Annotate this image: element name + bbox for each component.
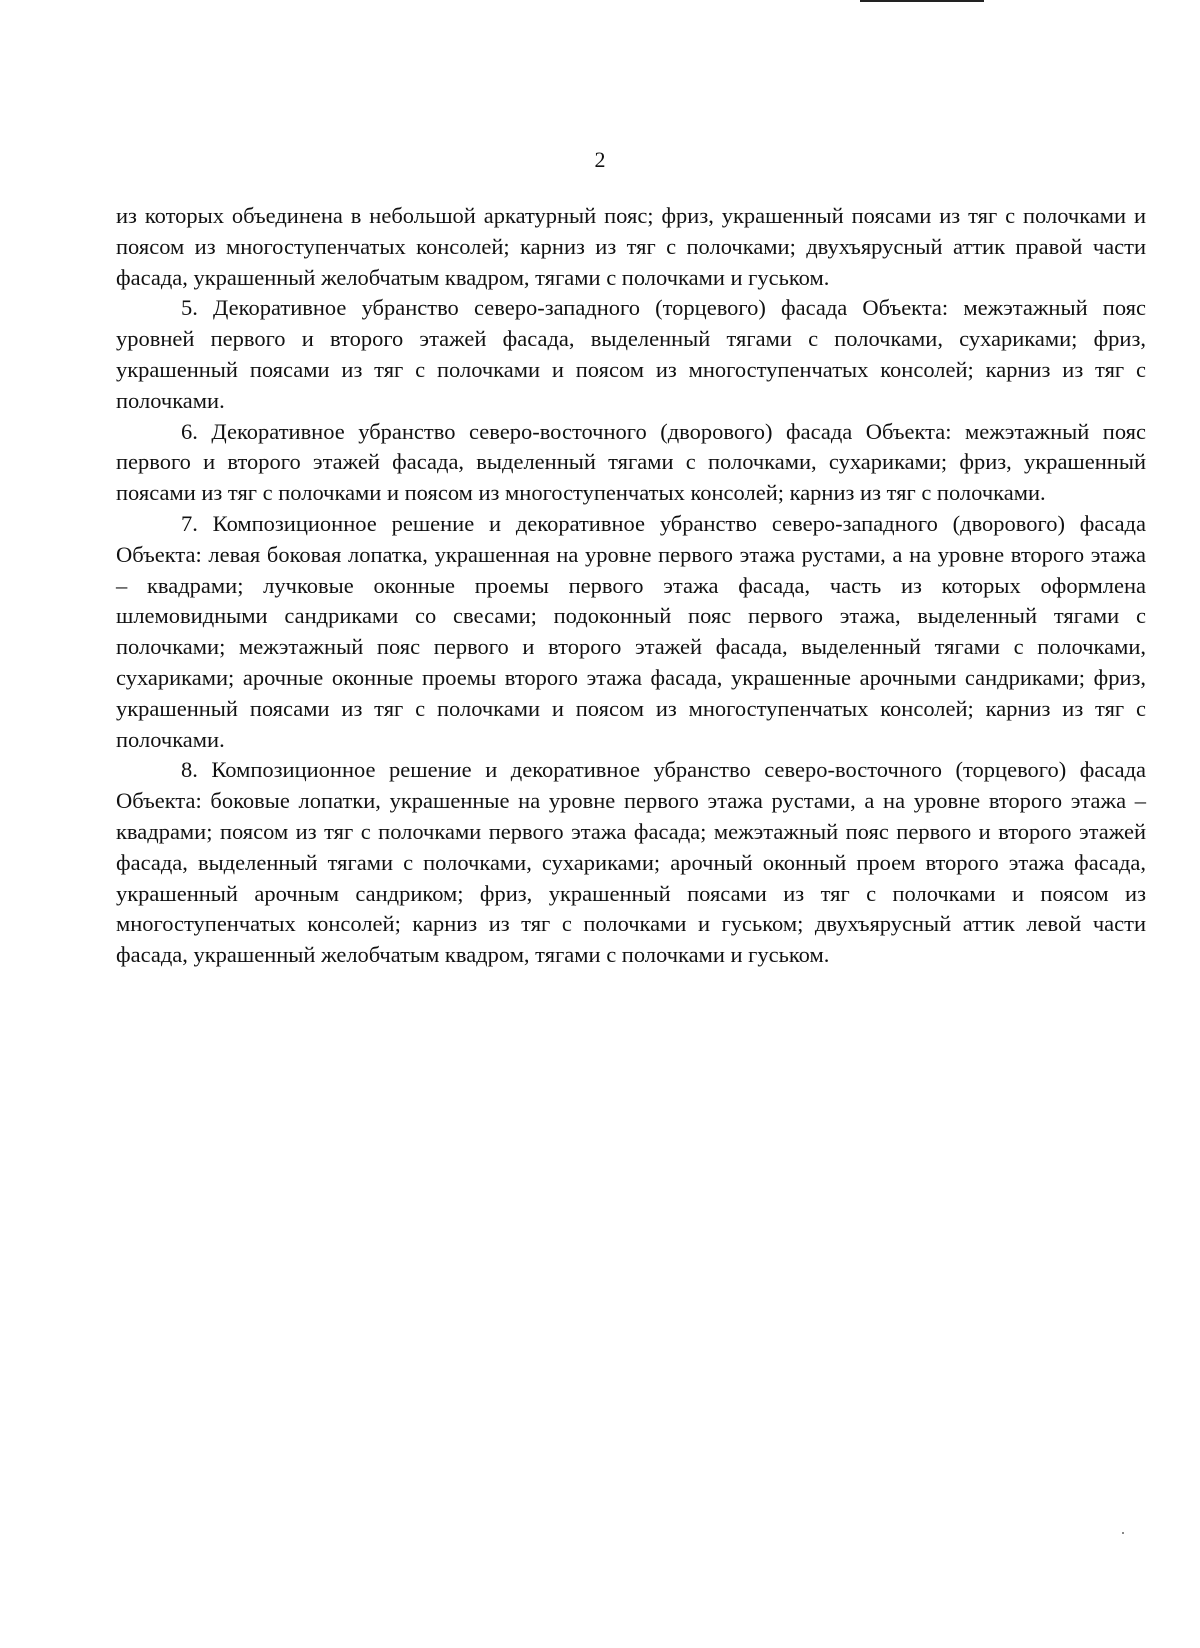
document-body bbox=[116, 201, 1146, 971]
paragraph-item-8: 8. Композиционное решение и декоративное убранство северо-восточного (торцевого) фасада Объекта: боковые лопатки, украшенные на уровне первого этажа рустами, а на уровне второго этажа – квадрами; поясом из тяг с полочками первого этажа фасада; межэтажный пояс первого и второго этажей фасада, выделенный тягами с полочками, сухариками; арочный оконный проем второго этажа фасада, украшенный арочным сандриком; фриз, украшенный поясами из тяг с полочками и поясом из многоступенчатых консолей; карниз из тяг с полочками и гуськом; двухъярусный аттик левой части фасада, украшенный желобчатым квадром, тягами с полочками и гуськом. bbox=[116, 757, 1146, 968]
paragraph-item-7: 7. Композиционное решение и декоративное убранство северо-западного (дворового) фасада Объекта: левая боковая лопатка, украшенная на уровне первого этажа рустами, а на уровне второго этажа – квадрами; лучковые оконные проемы первого этажа фасада, часть из которых оформлена шлемовидными сандриками со свесами; подоконный пояс первого этажа, выделенный тягами с полочками; межэтажный пояс первого и второго этажей фасада, выделенный тягами с полочками, сухариками; арочные оконные проемы второго этажа фасада, украшенные арочными сандриками; фриз, украшенный поясами из тяг с полочками и поясом из многоступенчатых консолей; карниз из тяг с полочками. bbox=[116, 510, 1146, 752]
top-scan-rule bbox=[860, 0, 984, 2]
paragraph-item-6: 6. Декоративное убранство северо-восточного (дворового) фасада Объекта: межэтажный пояс первого и второго этажей фасада, выделенный тягами с полочками, сухариками; фриз, украшенный поясами из тяг с полочками и поясом из многоступенчатых консолей; карниз из тяг с полочками. bbox=[116, 418, 1146, 506]
paragraph-continuation: из которых объединена в небольшой аркатурный пояс; фриз, украшенный поясами из тяг с полочками и поясом из многоступенчатых консолей; карниз из тяг с полочками; двухъярусный аттик правой части фасада, украшенный желобчатым квадром, тягами с полочками и гуськом. bbox=[116, 203, 1146, 290]
scan-speck bbox=[1122, 1532, 1124, 1534]
paragraph-item-5: 5. Декоративное убранство северо-западного (торцевого) фасада Объекта: межэтажный пояс уровней первого и второго этажей фасада, выделенный тягами с полочками, сухариками; фриз, украшенный поясами из тяг с полочками и поясом из многоступенчатых консолей; карниз из тяг с полочками. bbox=[116, 295, 1146, 413]
page-number: 2 bbox=[594, 147, 606, 172]
